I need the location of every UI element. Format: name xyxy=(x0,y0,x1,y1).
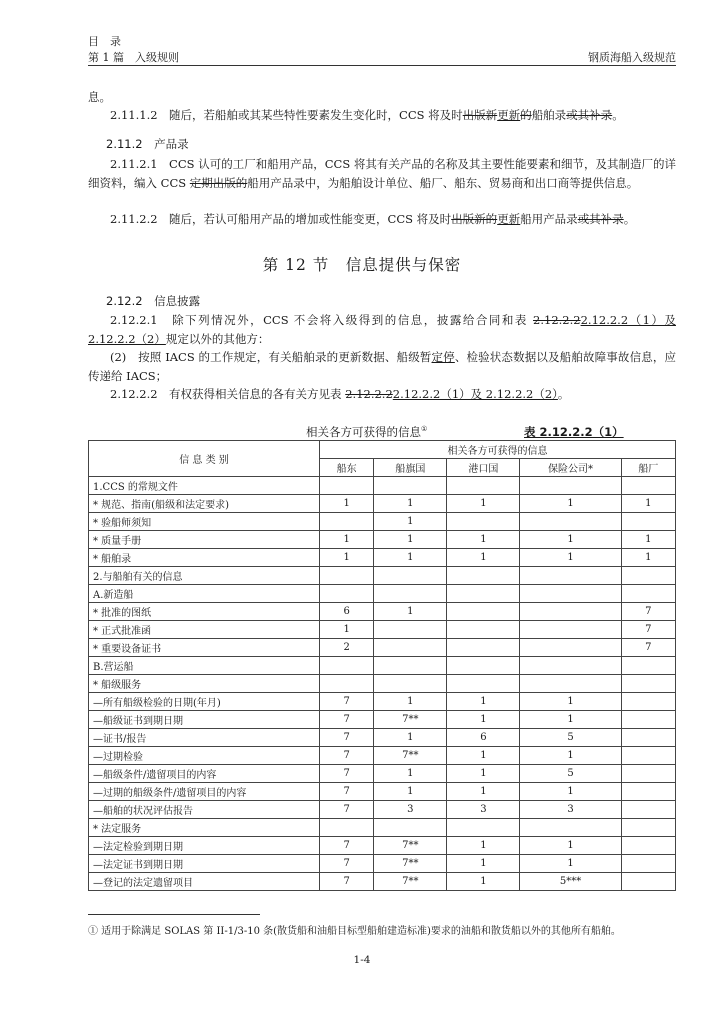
table-cell xyxy=(320,513,374,531)
table-cell xyxy=(520,639,621,657)
table-cell xyxy=(621,693,675,711)
table-cell: 1 xyxy=(520,693,621,711)
row-label: * 正式批准函 xyxy=(89,621,320,639)
row-label: * 船级服务 xyxy=(89,675,320,693)
paragraph-2-11-2-1: 2.11.2.1 CCS 认可的工厂和船用产品，CCS 将其有关产品的名称及其主要性能要素和细节，及其制造厂的详细资料，编入 CCS 定期出版的船用产品录中，为船舶设计单位、船厂、船东、贸易商和出口商等提供信息。 xyxy=(88,157,676,190)
table-cell: 1 xyxy=(621,531,675,549)
table-row xyxy=(89,801,676,819)
row-label: * 法定服务 xyxy=(89,819,320,837)
table-cell: 7 xyxy=(320,693,374,711)
table-cell: 7 xyxy=(320,855,374,873)
table-cell: 7 xyxy=(621,639,675,657)
col-group-header: 相关各方可获得的信息 xyxy=(320,441,676,459)
table-cell xyxy=(374,567,447,585)
table-cell: 1 xyxy=(447,783,520,801)
table-cell xyxy=(520,657,621,675)
table-row xyxy=(89,729,676,747)
table-cell xyxy=(374,657,447,675)
table-cell: 7** xyxy=(374,747,447,765)
paragraph-2-12-2-1: 2.12.2.1 除下列情况外，CCS 不会将入级得到的信息，披露给合同和表 2.12.2.22.12.2.2（1）及 2.12.2.2（2）规定以外的其他方： xyxy=(88,313,676,346)
table-cell: 3 xyxy=(447,801,520,819)
table-cell xyxy=(621,747,675,765)
header-left: 第 1 篇 入级规则 xyxy=(88,51,179,64)
row-label: * 规范、指南(船级和法定要求) xyxy=(89,495,320,513)
table-cell: 1 xyxy=(621,549,675,567)
table-cell: 3 xyxy=(374,801,447,819)
table-cell xyxy=(447,819,520,837)
table-label: 表 2.12.2.2（1） xyxy=(524,425,624,439)
table-cell xyxy=(374,675,447,693)
table-cell: 1 xyxy=(520,783,621,801)
table-cell: 7 xyxy=(320,837,374,855)
table-cell: 2 xyxy=(320,639,374,657)
footnote-rule xyxy=(88,914,260,915)
table-cell xyxy=(621,801,675,819)
table-cell: 7 xyxy=(320,729,374,747)
table-cell: 7 xyxy=(621,603,675,621)
row-label: —登记的法定遗留项目 xyxy=(89,873,320,891)
table-cell xyxy=(320,477,374,495)
paragraph-continuation: 息。 xyxy=(88,90,111,104)
table-row xyxy=(89,603,676,621)
table-cell xyxy=(621,657,675,675)
col-header: 船东 xyxy=(320,459,374,477)
table-cell xyxy=(520,621,621,639)
table-cell xyxy=(447,477,520,495)
paragraph-item-2: (2) 按照 IACS 的工作规定，有关船舶录的更新数据、船级暂定停、检验状态数据以及船舶故障事故信息，应传递给 IACS； xyxy=(88,350,677,383)
row-label: —法定检验到期日期 xyxy=(89,837,320,855)
table-cell xyxy=(374,819,447,837)
table-cell: 1 xyxy=(374,765,447,783)
table-cell: 1 xyxy=(374,603,447,621)
col-category-header: 信 息 类 别 xyxy=(89,441,320,477)
header-right: 钢质海船入级规范 xyxy=(588,51,676,64)
table-cell xyxy=(374,639,447,657)
table-row xyxy=(89,567,676,585)
table-cell: 1 xyxy=(320,531,374,549)
table-cell xyxy=(374,585,447,603)
table-cell: 1 xyxy=(447,855,520,873)
table-cell xyxy=(621,711,675,729)
col-header: 船厂 xyxy=(621,459,675,477)
table-cell xyxy=(621,477,675,495)
table-cell xyxy=(621,855,675,873)
table-cell xyxy=(447,585,520,603)
table-cell: 1 xyxy=(374,513,447,531)
table-cell xyxy=(320,585,374,603)
table-cell xyxy=(621,567,675,585)
table-row xyxy=(89,765,676,783)
header-rule xyxy=(88,65,676,66)
row-label: —船舶的状况评估报告 xyxy=(89,801,320,819)
table-cell: 1 xyxy=(374,693,447,711)
table-row xyxy=(89,855,676,873)
table-cell: 5 xyxy=(520,765,621,783)
table-cell: 1 xyxy=(447,549,520,567)
table-cell: 1 xyxy=(320,495,374,513)
table-cell: 1 xyxy=(447,495,520,513)
row-label: B.营运船 xyxy=(89,657,320,675)
table-cell xyxy=(520,567,621,585)
table-cell xyxy=(320,675,374,693)
table-cell: 1 xyxy=(320,621,374,639)
table-cell: 7** xyxy=(374,711,447,729)
table-cell: 1 xyxy=(320,549,374,567)
row-label: —法定证书到期日期 xyxy=(89,855,320,873)
col-header: 港口国 xyxy=(447,459,520,477)
table-cell xyxy=(320,567,374,585)
row-label: —船级条件/遗留项目的内容 xyxy=(89,765,320,783)
table-cell: 1 xyxy=(447,747,520,765)
table-row xyxy=(89,747,676,765)
row-label: * 船舶录 xyxy=(89,549,320,567)
table-cell xyxy=(621,765,675,783)
table-cell: 6 xyxy=(320,603,374,621)
table-cell xyxy=(447,639,520,657)
table-row xyxy=(89,513,676,531)
table-cell: 1 xyxy=(447,873,520,891)
table-cell: 1 xyxy=(374,783,447,801)
table-cell xyxy=(320,819,374,837)
table-cell xyxy=(621,873,675,891)
table-cell: 1 xyxy=(447,711,520,729)
table-cell: 1 xyxy=(374,531,447,549)
table-cell: 1 xyxy=(520,549,621,567)
footnote: ① 适用于除满足 SOLAS 第 II-1/3-10 条(散货船和油船目标型船舶建造标准)要求的油船和散货船以外的其他所有船舶。 xyxy=(88,926,621,937)
table-cell: 1 xyxy=(374,495,447,513)
table-cell xyxy=(621,729,675,747)
table-cell: 5*** xyxy=(520,873,621,891)
table-title: 相关各方可获得的信息① xyxy=(306,425,428,439)
table-cell: 5 xyxy=(520,729,621,747)
info-table xyxy=(88,440,676,891)
table-cell xyxy=(447,603,520,621)
table-cell: 1 xyxy=(447,837,520,855)
table-cell xyxy=(621,819,675,837)
table-cell xyxy=(447,513,520,531)
table-cell: 1 xyxy=(621,495,675,513)
table-cell: 7 xyxy=(320,765,374,783)
row-label: 1.CCS 的常规文件 xyxy=(89,477,320,495)
table-row xyxy=(89,495,676,513)
table-cell xyxy=(447,567,520,585)
row-label: —过期检验 xyxy=(89,747,320,765)
row-label: —船级证书到期日期 xyxy=(89,711,320,729)
table-cell: 1 xyxy=(374,729,447,747)
row-label: —证书/报告 xyxy=(89,729,320,747)
table-cell: 7 xyxy=(320,801,374,819)
table-cell: 1 xyxy=(520,837,621,855)
row-label: * 质量手册 xyxy=(89,531,320,549)
table-cell: 1 xyxy=(520,531,621,549)
table-row xyxy=(89,837,676,855)
table-row xyxy=(89,639,676,657)
table-cell: 1 xyxy=(520,747,621,765)
table-cell xyxy=(447,675,520,693)
table-cell: 6 xyxy=(447,729,520,747)
table-row xyxy=(89,675,676,693)
table-cell: 1 xyxy=(520,711,621,729)
table-cell: 1 xyxy=(447,693,520,711)
row-label: —过期的船级条件/遗留项目的内容 xyxy=(89,783,320,801)
table-cell xyxy=(520,477,621,495)
table-row xyxy=(89,711,676,729)
row-label: * 重要设备证书 xyxy=(89,639,320,657)
table-cell: 1 xyxy=(520,855,621,873)
table-cell xyxy=(447,621,520,639)
col-header: 船旗国 xyxy=(374,459,447,477)
heading-2-12-2: 2.12.2 信息披露 xyxy=(106,294,201,308)
table-row xyxy=(89,873,676,891)
table-row xyxy=(89,621,676,639)
table-cell xyxy=(520,675,621,693)
table-row xyxy=(89,783,676,801)
table-row xyxy=(89,819,676,837)
table-cell: 3 xyxy=(520,801,621,819)
table-row xyxy=(89,657,676,675)
table-cell: 7** xyxy=(374,837,447,855)
table-cell: 7 xyxy=(320,747,374,765)
table-cell xyxy=(374,621,447,639)
header-title: 目 录 xyxy=(88,35,121,48)
paragraph-2-11-1-2: 2.11.1.2 随后，若船舶或其某些特性要素发生变化时，CCS 将及时出版新更新的船舶录或其补录。 xyxy=(110,108,624,122)
table-row xyxy=(89,531,676,549)
row-label: * 批准的图纸 xyxy=(89,603,320,621)
table-cell xyxy=(621,837,675,855)
table-cell: 1 xyxy=(447,531,520,549)
table-cell xyxy=(520,513,621,531)
table-cell: 7** xyxy=(374,873,447,891)
paragraph-2-11-2-2: 2.11.2.2 随后，若认可船用产品的增加或性能变更，CCS 将及时出版新的更新船用产品录或其补录。 xyxy=(110,212,636,226)
row-label: 2.与船舶有关的信息 xyxy=(89,567,320,585)
heading-2-11-2: 2.11.2 产品录 xyxy=(106,137,189,151)
table-row xyxy=(89,477,676,495)
table-cell: 1 xyxy=(520,495,621,513)
table-cell: 7 xyxy=(621,621,675,639)
table-cell xyxy=(520,603,621,621)
table-row xyxy=(89,549,676,567)
page-number: 1-4 xyxy=(353,954,371,966)
table-cell xyxy=(520,585,621,603)
table-cell xyxy=(520,819,621,837)
row-label: * 验船师须知 xyxy=(89,513,320,531)
table-row xyxy=(89,585,676,603)
table-cell: 7 xyxy=(320,783,374,801)
table-cell xyxy=(447,657,520,675)
table-cell xyxy=(320,657,374,675)
row-label: A.新造船 xyxy=(89,585,320,603)
section-title: 第 12 节 信息提供与保密 xyxy=(262,256,462,274)
col-header: 保险公司* xyxy=(520,459,621,477)
table-cell xyxy=(621,513,675,531)
table-cell: 1 xyxy=(374,549,447,567)
table-cell: 7 xyxy=(320,711,374,729)
row-label: —所有船级检验的日期(年月) xyxy=(89,693,320,711)
table-row xyxy=(89,693,676,711)
paragraph-2-12-2-2: 2.12.2.2 有权获得相关信息的各有关方见表 2.12.2.22.12.2.2（1）及 2.12.2.2（2）。 xyxy=(110,387,570,401)
table-cell: 7 xyxy=(320,873,374,891)
table-cell xyxy=(374,477,447,495)
table-cell xyxy=(621,783,675,801)
table-cell xyxy=(621,585,675,603)
table-cell: 7** xyxy=(374,855,447,873)
header-row xyxy=(88,49,676,65)
table-cell xyxy=(621,675,675,693)
table-cell: 1 xyxy=(447,765,520,783)
